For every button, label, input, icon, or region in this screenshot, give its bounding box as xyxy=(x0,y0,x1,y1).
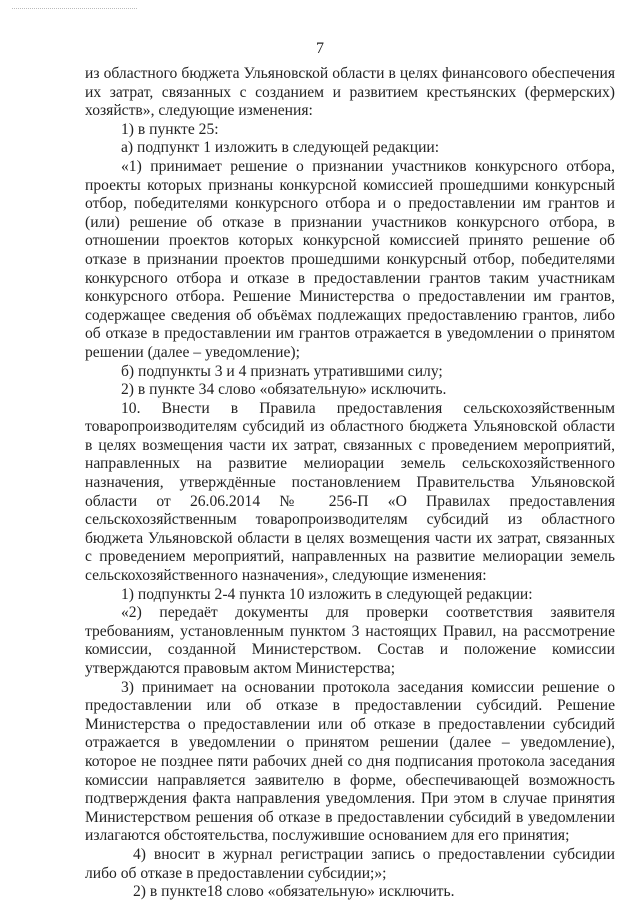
paragraph-quote-2: «2) передаёт документы для проверки соответствия заявителя требованиям, установленным пунктом 3 настоящих Правил, на рассмотрение комиссии, созданной Министерством. Состав и положение комиссии утверждаются правовым актом Министерства; xyxy=(85,604,615,677)
paragraph-continuation: из областного бюджета Ульяновской области в целях финансового обеспечения их затрат, связанных с созданием и развитием крестьянских (фермерских) хозяйств», следующие изменения: xyxy=(85,65,615,120)
page-number: 7 xyxy=(316,40,324,57)
paragraph-subitem-a: а) подпункт 1 изложить в следующей редакции: xyxy=(121,139,440,157)
document-body xyxy=(85,65,615,902)
paragraph-item-1: 1) в пункте 25: xyxy=(121,120,219,138)
paragraph-quote-1: «1) принимает решение о признании участников конкурсного отбора, проекты которых признаны конкурсной комиссией прошедшими конкурсный отбор, победителями конкурсного отбора и о предоставлении им грантов и (или) решение об отказе в признании участников конкурсного отбора, в отношении проектов которых конкурсной комиссией принято решение об отказе в признании проектов прошедшими конкурсный отбор, победителями конкурсного отбора и отказе в предоставлении грантов таким участникам конкурсного отбора. Решение Министерства о предоставлении им грантов, содержащее сведения об объёмах подлежащих предоставлению грантов, либо об отказе в предоставлении им грантов отражается в уведомлении о принятом решении (далее – уведомление); xyxy=(85,157,615,361)
paragraph-item-2-section-10: 2) в пункте18 слово «обязательную» исключить. xyxy=(133,883,455,901)
paragraph-quote-4: 4) вносит в журнал регистрации запись о предоставлении субсидии либо об отказе в предоставлении субсидии;»; xyxy=(85,845,615,882)
paragraph-item-2: 2) в пункте 34 слово «обязательную» исключить. xyxy=(121,381,447,399)
paragraph-item-1-section-10: 1) подпункты 2-4 пункта 10 изложить в следующей редакции: xyxy=(121,585,533,603)
paragraph-section-10: 10. Внести в Правила предоставления сельскохозяйственным товаропроизводителям субсидий из областного бюджета Ульяновской области в целях возмещения части их затрат, связанных с проведением мероприятий, направленных на развитие мелиорации земель сельскохозяйственного назначения, утверждённые постановлением Правительства Ульяновской области от 26.06.2014 № 256-П «О Правилах предоставления сельскохозяйственным товаропроизводителям субсидий из областного бюджета Ульяновской области в целях возмещения части их затрат, связанных с проведением мероприятий, направленных на развитие мелиорации земель сельскохозяйственного назначения», следующие изменения: xyxy=(85,399,615,585)
header-dotted-rule xyxy=(12,8,137,9)
paragraph-subitem-b: б) подпункты 3 и 4 признать утратившими силу; xyxy=(121,362,443,380)
paragraph-quote-3: 3) принимает на основании протокола заседания комиссии решение о предоставлении или об отказе в предоставлении субсидий. Решение Министерства о предоставлении или об отказе в предоставлении субсидий отражается в уведомлении о принятом решении (далее – уведомление), которое не позднее пяти рабочих дней со дня подписания протокола заседания комиссии направляется заявителю в форме, обеспечивающей возможность подтверждения факта направления уведомления. При этом в случае принятия Министерством решения об отказе в предоставлении субсидий в уведомлении излагаются обстоятельства, послужившие основанием для его принятия; xyxy=(85,678,615,845)
